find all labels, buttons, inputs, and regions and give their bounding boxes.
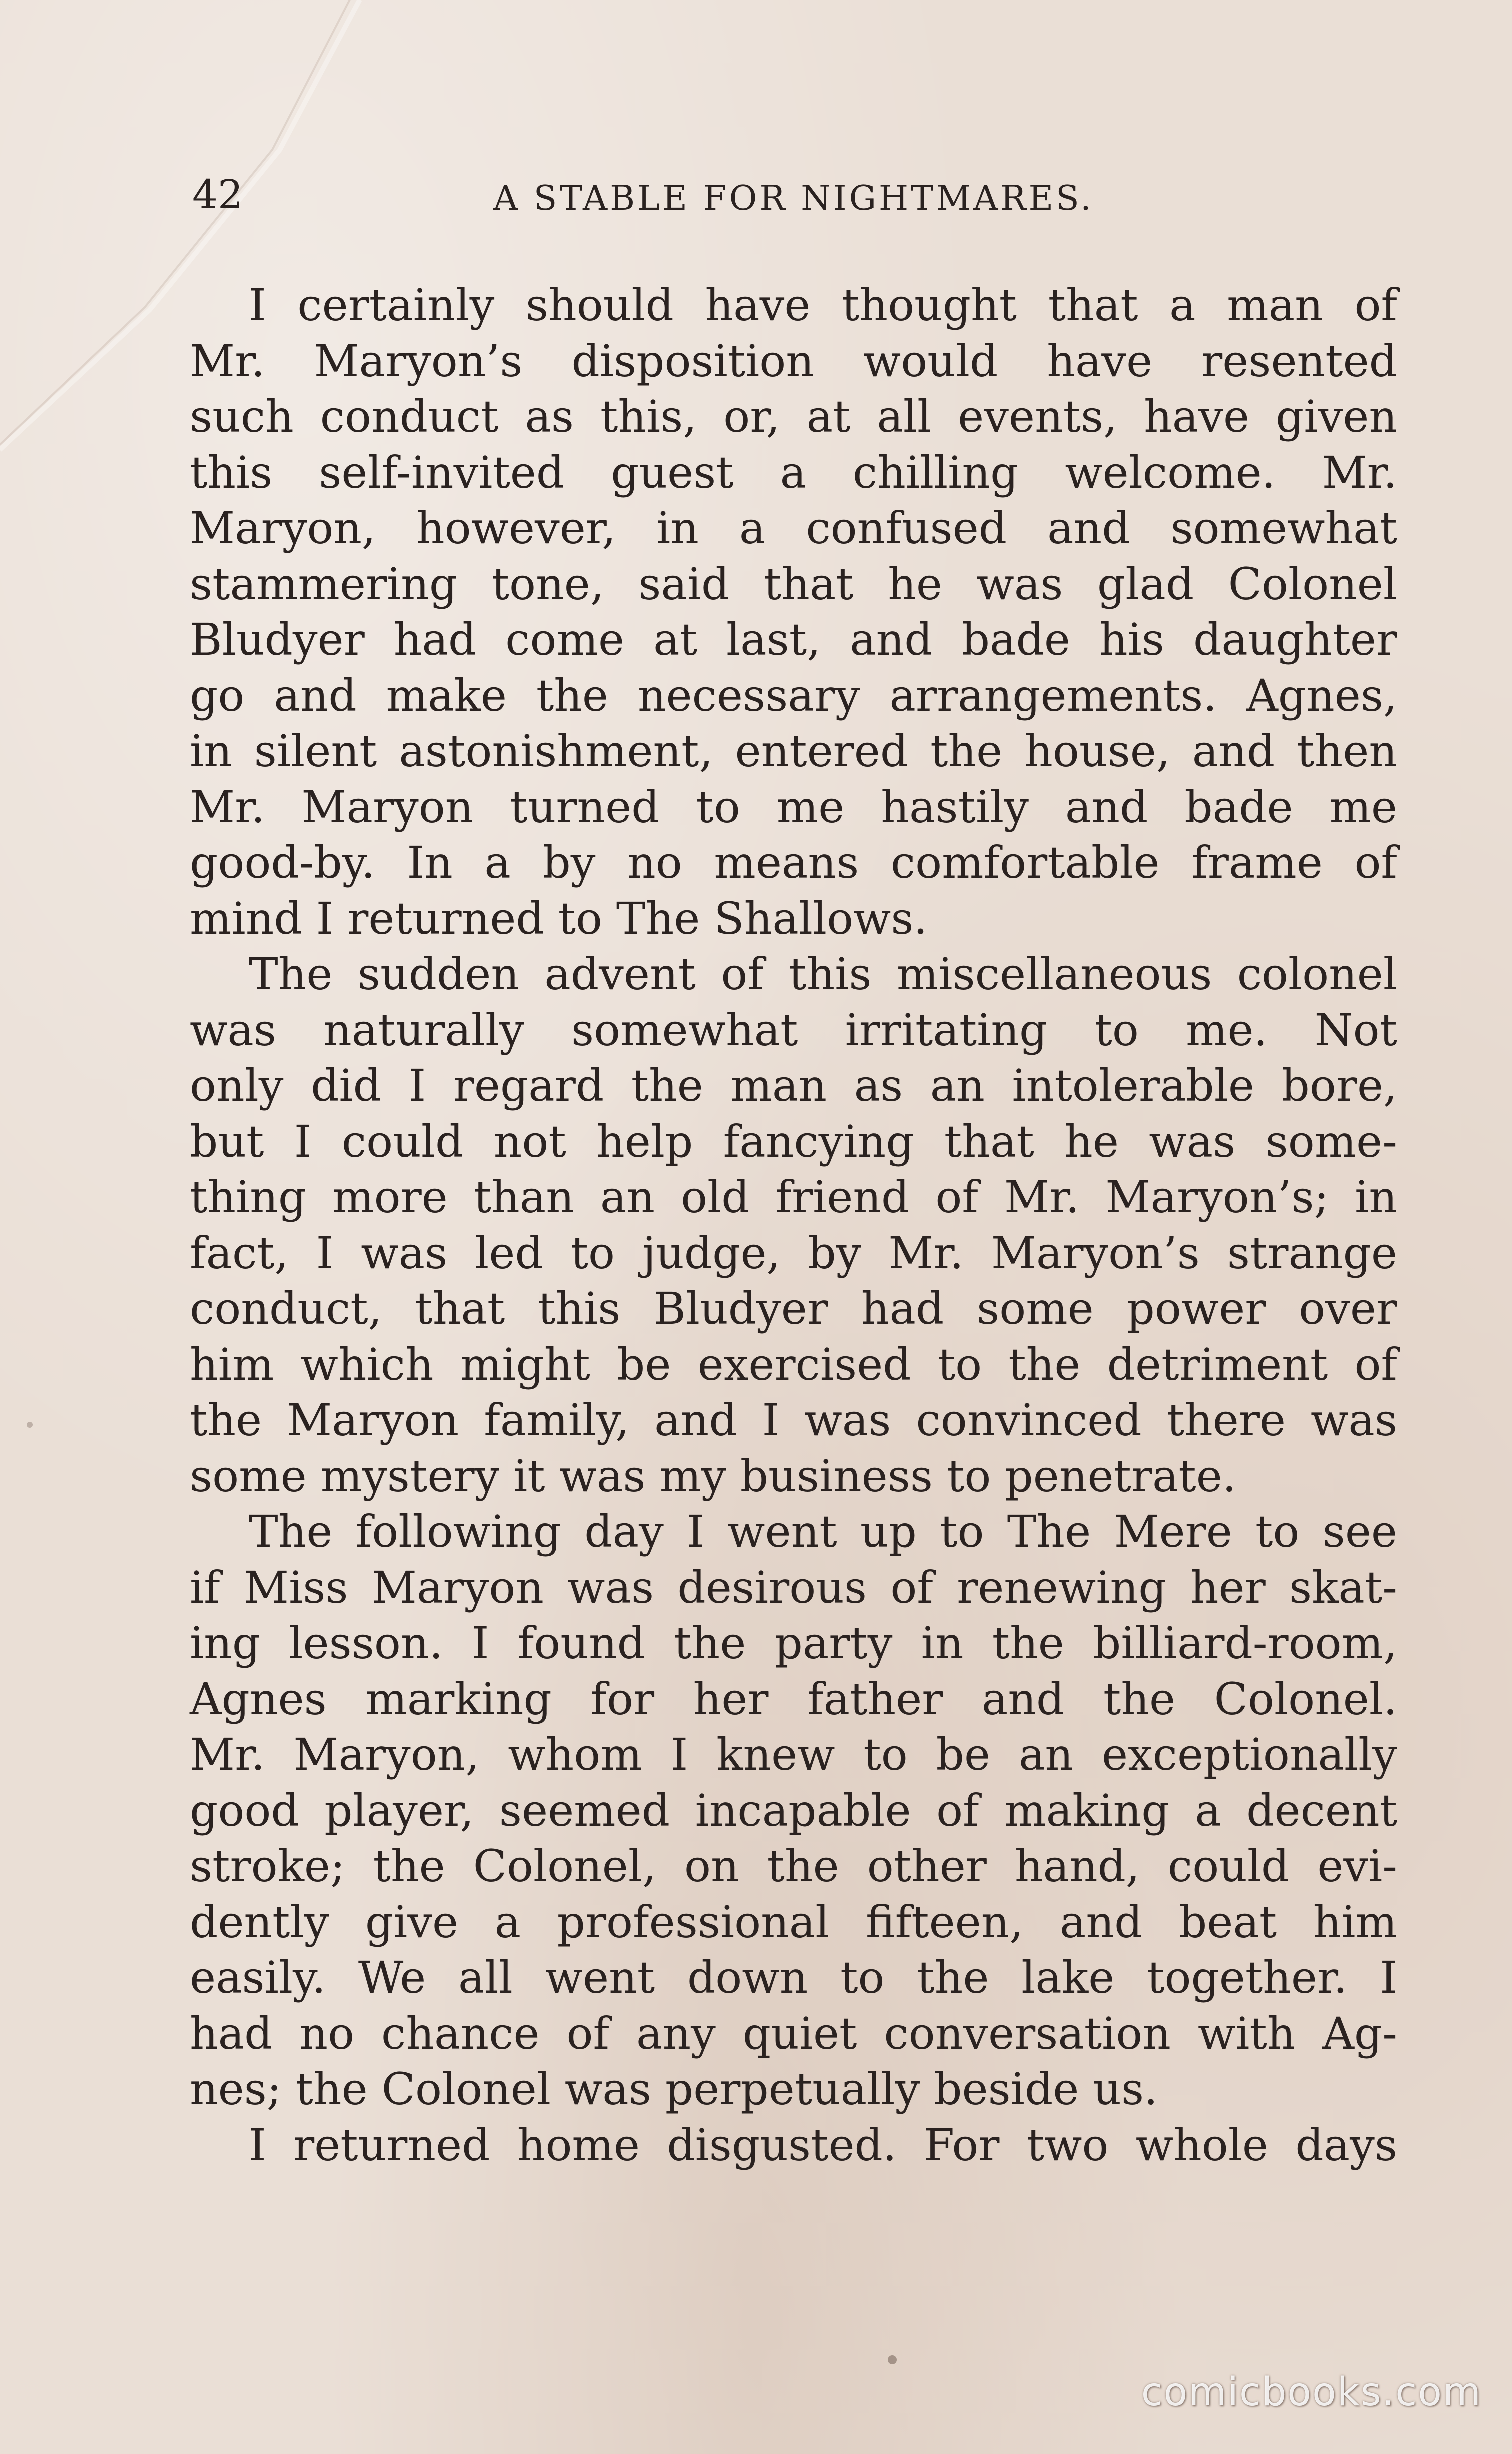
running-title: A STABLE FOR NIGHTMARES.	[494, 179, 1094, 218]
paragraph	[190, 946, 1398, 1504]
text-line: Maryon, however, in a confused and somewhat	[190, 502, 1398, 554]
text-line: conduct, that this Bludyer had some power over	[190, 1283, 1398, 1334]
text-line: easily. We all went down to the lake together. I	[190, 1952, 1398, 2004]
text-line: good-by. In a by no means comfortable frame of	[190, 837, 1398, 888]
page-number: 42	[192, 172, 244, 218]
text-line: go and make the necessary arrangements. Agnes,	[190, 670, 1398, 722]
text-line: I certainly should have thought that a man of	[249, 280, 1398, 331]
paragraph	[190, 1504, 1398, 2118]
text-line: the Maryon family, and I was convinced there was	[190, 1394, 1398, 1446]
text-line: I returned home disgusted. For two whole days	[249, 2119, 1398, 2171]
text-line: but I could not help fancying that he was some-	[190, 1116, 1398, 1168]
text-line: only did I regard the man as an intolerable bore,	[190, 1060, 1398, 1112]
text-line: this self-invited guest a chilling welcome. Mr.	[190, 446, 1398, 498]
text-line: in silent astonishment, entered the house, and then	[190, 726, 1398, 777]
text-line: nes; the Colonel was perpetually beside us.	[190, 2064, 1158, 2115]
text-line: stammering tone, said that he was glad Colonel	[190, 558, 1398, 610]
watermark: comicbooks.com	[1141, 2370, 1482, 2415]
text-line: Mr. Maryon turned to me hastily and bade me	[190, 781, 1398, 833]
text-line: Bludyer had come at last, and bade his daughter	[190, 614, 1398, 666]
text-line: ing lesson. I found the party in the billiard-room,	[190, 1618, 1398, 1669]
paragraph	[190, 2118, 1398, 2174]
body-text	[190, 278, 1398, 2173]
text-line: Agnes marking for her father and the Colonel.	[190, 1673, 1398, 1725]
text-line: had no chance of any quiet conversation with Ag-	[190, 2008, 1398, 2060]
text-line: Mr. Maryon, whom I knew to be an exceptionally	[190, 1729, 1398, 1780]
text-line: dently give a professional fifteen, and beat him	[190, 1896, 1398, 1948]
paragraph	[190, 278, 1398, 946]
text-line: Mr. Maryon’s disposition would have resented	[190, 335, 1398, 387]
text-line: if Miss Maryon was desirous of renewing her skat-	[190, 1562, 1398, 1614]
text-line: stroke; the Colonel, on the other hand, could evi-	[190, 1840, 1398, 1892]
text-line: some mystery it was my business to penetrate.	[190, 1450, 1236, 1502]
text-line: The following day I went up to The Mere to see	[249, 1506, 1398, 1558]
text-line: mind I returned to The Shallows.	[190, 892, 928, 944]
text-line: fact, I was led to judge, by Mr. Maryon’s strange	[190, 1227, 1398, 1279]
text-line: such conduct as this, or, at all events, have given	[190, 391, 1398, 442]
text-line: good player, seemed incapable of making a decent	[190, 1784, 1398, 1836]
running-header	[192, 165, 1395, 225]
text-line: was naturally somewhat irritating to me. Not	[190, 1004, 1398, 1056]
text-line: him which might be exercised to the detriment of	[190, 1338, 1398, 1390]
text-line: thing more than an old friend of Mr. Maryon’s; in	[190, 1172, 1398, 1223]
text-line: The sudden advent of this miscellaneous colonel	[249, 948, 1398, 1000]
